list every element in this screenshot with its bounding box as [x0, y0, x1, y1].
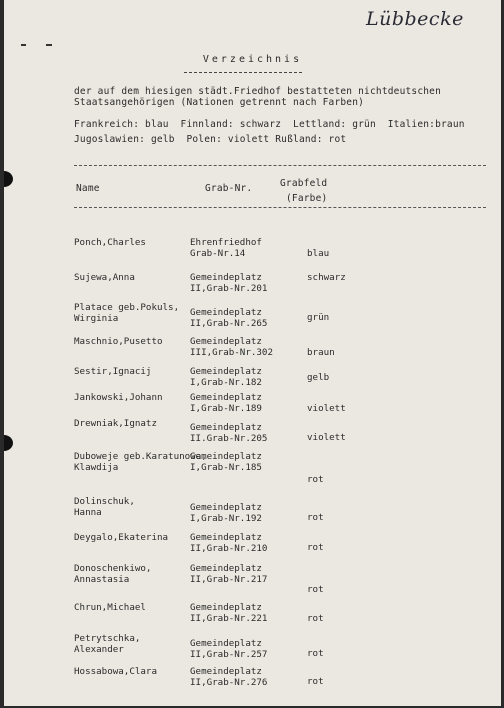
entry-field-color: braun	[307, 347, 335, 358]
document-page	[4, 0, 501, 706]
entry-name: Petrytschka, Alexander	[74, 633, 141, 655]
entry-name: Hossabowa,Clara	[74, 666, 157, 677]
divider-line	[74, 165, 486, 166]
entry-field-color: rot	[307, 648, 324, 659]
margin-mark	[46, 44, 52, 46]
entry-grave: Gemeindeplatz III,Grab-Nr.302	[190, 336, 273, 358]
entry-name: Jankowski,Johann	[74, 392, 163, 403]
entry-grave: Gemeindeplatz I,Grab-Nr.192	[190, 502, 262, 524]
margin-mark	[21, 44, 26, 46]
entry-field-color: blau	[307, 248, 330, 259]
punch-hole	[4, 435, 13, 451]
entry-field-color: rot	[307, 676, 324, 687]
entry-grave: Gemeindeplatz II,Grab-Nr.257	[190, 638, 268, 660]
entry-name: Sujewa,Anna	[74, 272, 135, 283]
column-header-name: Name	[76, 183, 100, 194]
intro-line: der auf dem hiesigen städt.Friedhof bestatteten nichtdeutschen	[74, 86, 442, 97]
title-underline	[184, 72, 302, 73]
entry-field-color: violett	[307, 432, 346, 443]
entry-grave: Gemeindeplatz II,Grab-Nr.276	[190, 666, 268, 688]
entry-name: Ponch,Charles	[74, 237, 146, 248]
entry-field-color: rot	[307, 584, 324, 595]
punch-hole	[4, 171, 13, 187]
entry-grave: Gemeindeplatz II,Grab-Nr.217	[190, 563, 268, 585]
entry-name: Maschnio,Pusetto	[74, 336, 163, 347]
color-key-line: Frankreich: blau Finnland: schwarz Lettland: grün Italien:braun	[74, 119, 465, 130]
entry-grave: Gemeindeplatz II,Grab-Nr.210	[190, 532, 268, 554]
intro-line: Staatsangehörigen (Nationen getrennt nach Farben)	[74, 97, 365, 108]
entry-name: Dolinschuk, Hanna	[74, 496, 135, 518]
entry-grave: Gemeindeplatz I,Grab-Nr.185	[190, 451, 262, 473]
entry-name: Deygalo,Ekaterina	[74, 532, 169, 543]
handwritten-place-note: Lübbecke	[366, 8, 464, 30]
entry-grave: Gemeindeplatz II,Grab-Nr.221	[190, 602, 268, 624]
entry-name: Chrun,Michael	[74, 602, 146, 613]
entry-grave: Gemeindeplatz II.Grab-Nr.205	[190, 422, 268, 444]
color-key-line: Jugoslawien: gelb Polen: violett Rußland: rot	[74, 134, 347, 145]
entry-grave: Gemeindeplatz I,Grab-Nr.189	[190, 392, 262, 414]
entry-field-color: violett	[307, 403, 346, 414]
entry-name: Donoschenkiwo, Annastasia	[74, 563, 152, 585]
entry-field-color: rot	[307, 512, 324, 523]
entry-grave: Ehrenfriedhof Grab-Nr.14	[190, 237, 262, 259]
entry-grave: Gemeindeplatz I,Grab-Nr.182	[190, 366, 262, 388]
entry-field-color: schwarz	[307, 272, 346, 283]
entry-field-color: rot	[307, 613, 324, 624]
entry-field-color: rot	[307, 542, 324, 553]
entry-field-color: gelb	[307, 372, 330, 383]
entry-field-color: rot	[307, 474, 324, 485]
entry-grave: Gemeindeplatz II,Grab-Nr.201	[190, 272, 268, 294]
header-divider-line	[74, 207, 486, 208]
entry-name: Duboweje geb.Karatunowa, Klawdija	[74, 451, 207, 473]
entry-grave: Gemeindeplatz II,Grab-Nr.265	[190, 307, 268, 329]
entry-name: Sestir,Ignacij	[74, 366, 152, 377]
document-title: Verzeichnis	[202, 54, 303, 65]
entry-field-color: grün	[307, 312, 330, 323]
entry-name: Platace geb.Pokuls, Wirginia	[74, 302, 180, 324]
column-header-field-color: (Farbe)	[286, 193, 328, 204]
column-header-field: Grabfeld	[280, 178, 328, 189]
entry-name: Drewniak,Ignatz	[74, 418, 157, 429]
column-header-grave: Grab-Nr.	[205, 183, 253, 194]
